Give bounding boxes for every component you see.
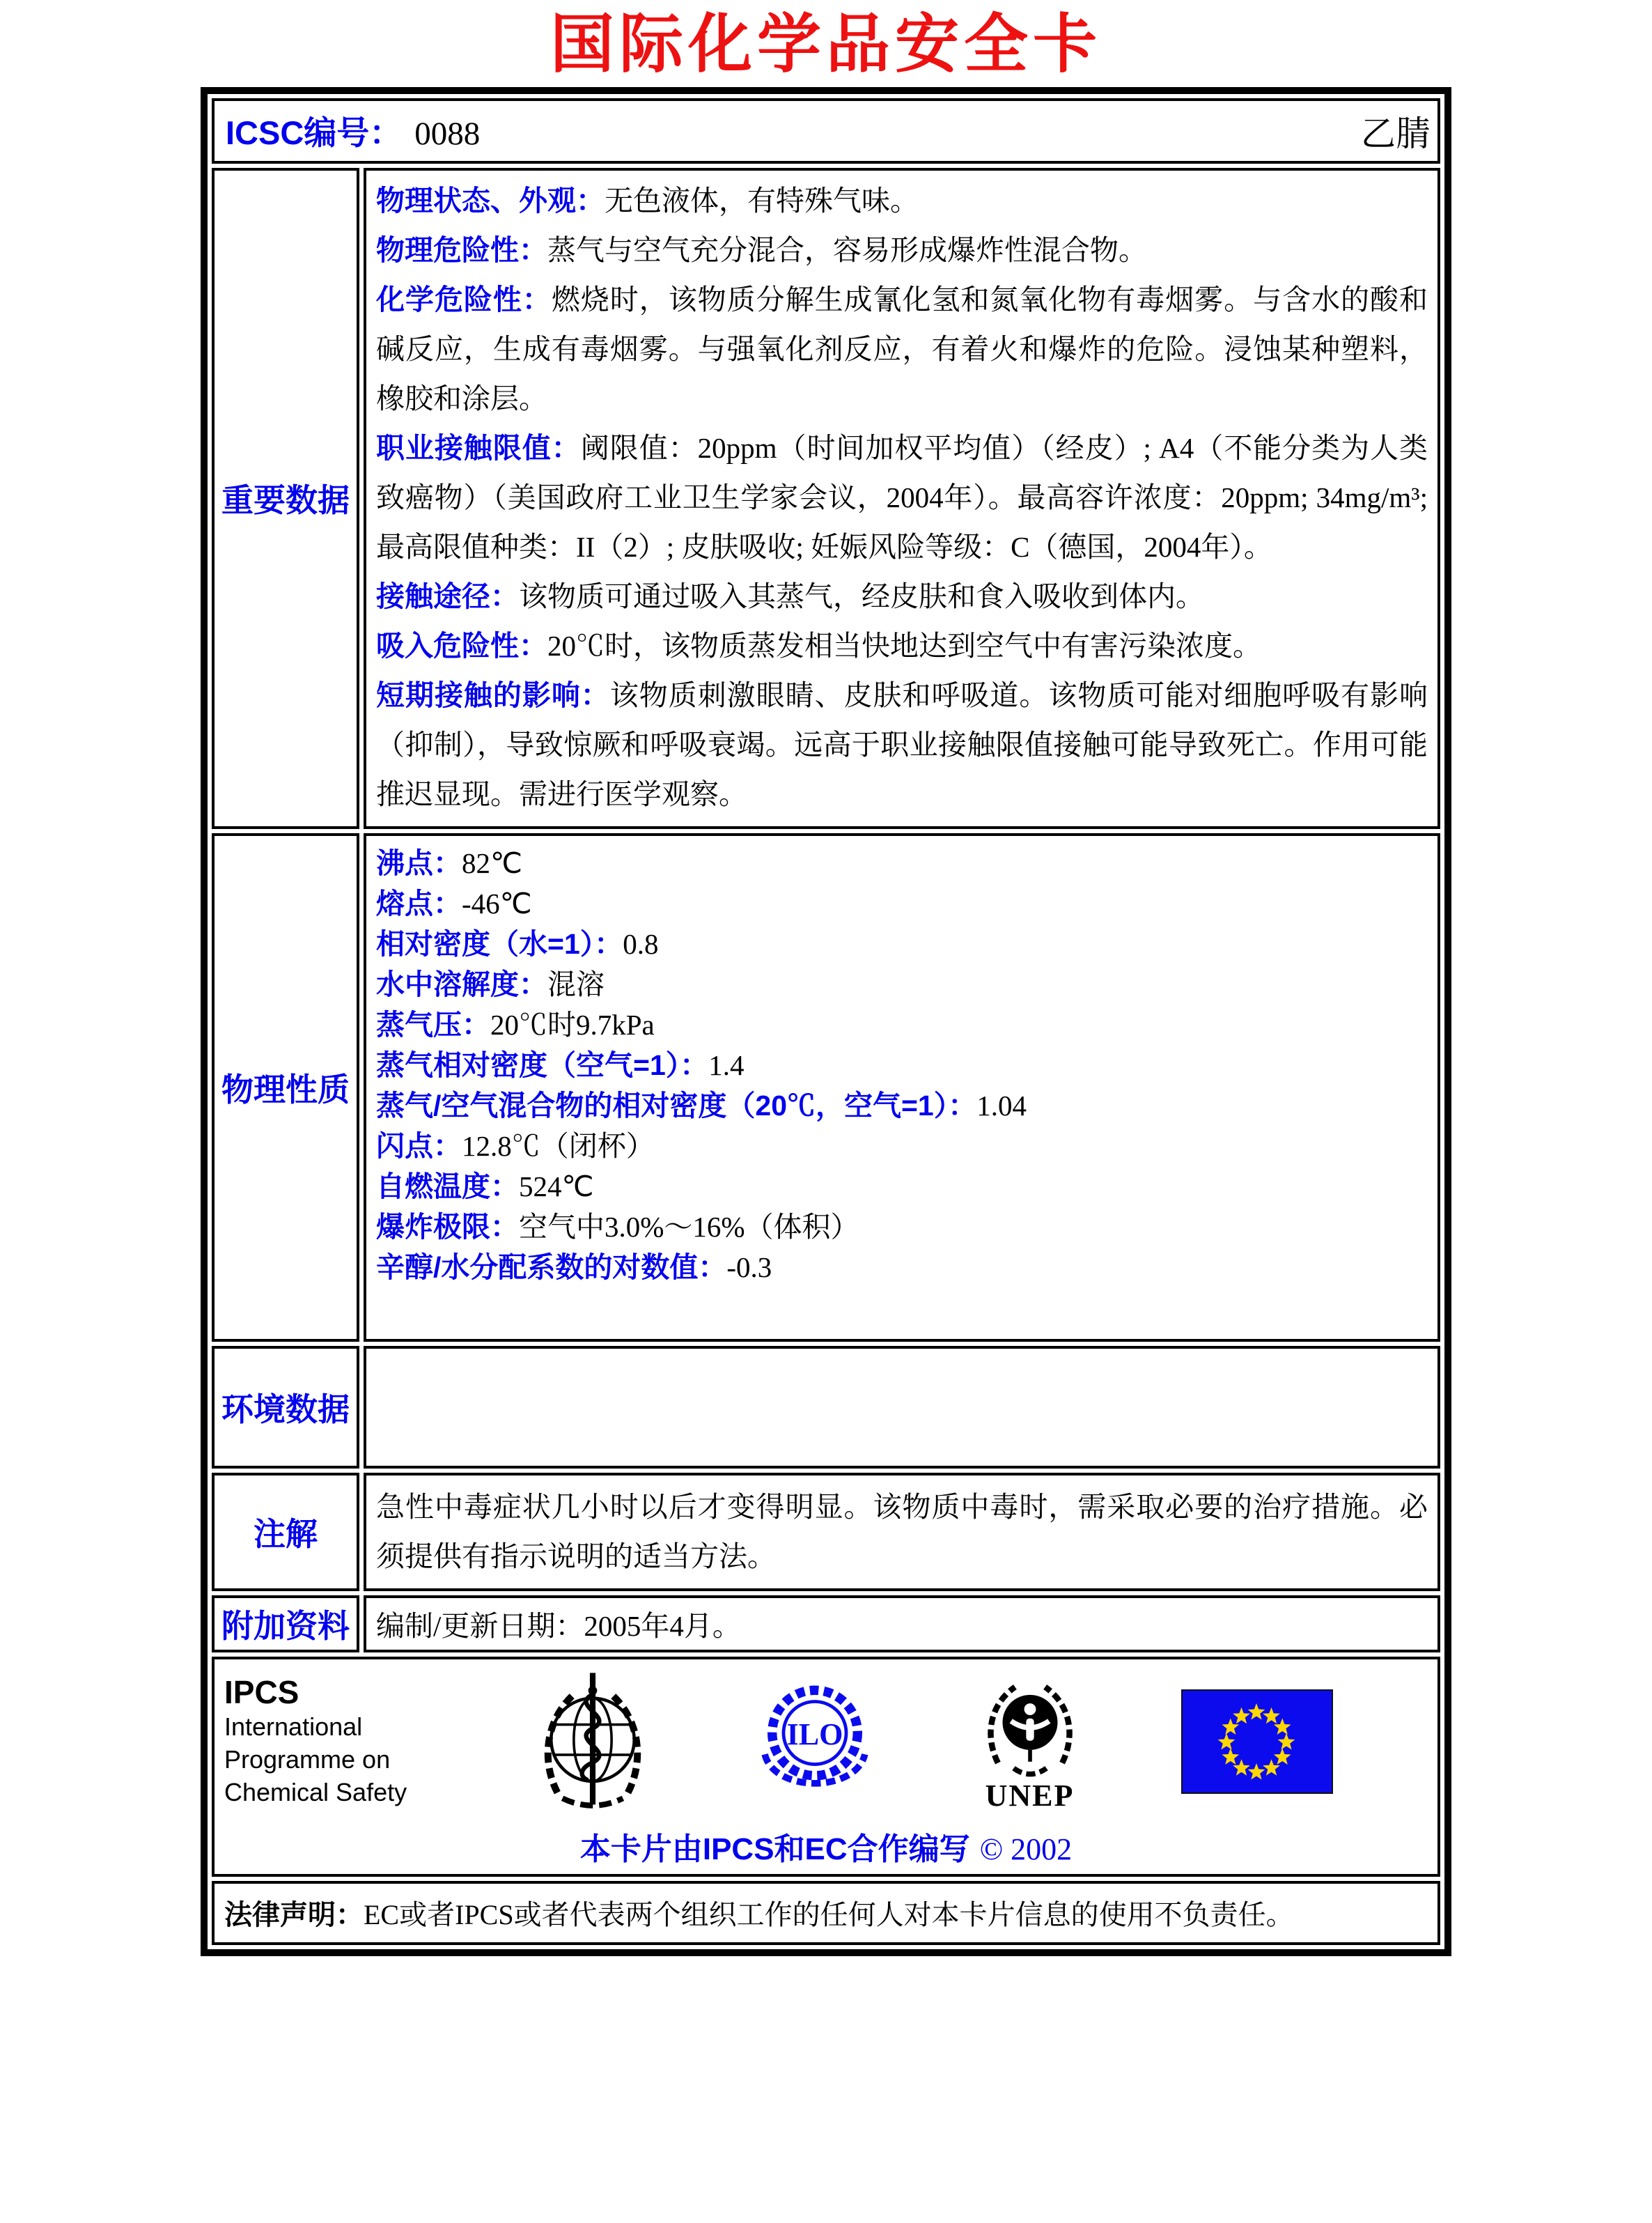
field-label: 物理危险性： [376,233,547,266]
important-data-item [376,671,1428,819]
ipcs-line: Programme on [224,1745,391,1774]
field-label: 短期接触的影响： [376,679,610,711]
field-text: 无色液体，有特殊气味。 [605,184,919,217]
field-text: 524℃ [519,1170,594,1202]
property-line [376,1207,1428,1247]
field-text: 20℃时，该物质蒸发相当快地达到空气中有害污染浓度。 [547,629,1261,662]
notes-text: 急性中毒症状几小时以后才变得明显。该物质中毒时，需采取必要的治疗措施。必须提供有指示说明的适当方法。 [376,1490,1428,1572]
field-text: 蒸气与空气充分混合，容易形成爆炸性混合物。 [547,233,1147,266]
field-label: 相对密度（水=1）： [376,927,623,960]
field-label: 熔点： [376,887,462,920]
ipcs-acronym: IPCS [224,1674,299,1711]
field-label: 闪点： [376,1129,462,1162]
field-text: 该物质刺激眼睛、皮肤和呼吸道。该物质可能对细胞呼吸有影响（抑制），导致惊厥和呼吸衰竭。远高于职业接触限值接触可能导致死亡。作用可能推迟显现。需进行医学观察。 [376,679,1428,810]
property-line [376,1085,1428,1126]
spacer [376,1287,1428,1329]
important-data-content [364,168,1440,829]
property-line [376,843,1428,883]
legal-text: EC或者IPCS或者代表两个组织工作的任何人对本卡片信息的使用不负责任。 [364,1899,1294,1931]
property-line [376,1126,1428,1166]
eu-flag-icon [1181,1689,1333,1794]
field-label: 自燃温度： [376,1170,519,1202]
icsc-header-cell [212,98,1440,164]
additional-info-content: 编制/更新日期：2005年4月。 [364,1595,1440,1652]
legal-row [212,1881,1440,1945]
field-label: 接触途径： [376,580,519,612]
credits-caption [215,1824,1437,1868]
property-line [376,1045,1428,1085]
important-data-row-label: 重要数据 [212,168,359,829]
important-data-row [212,168,1440,829]
property-line [376,1247,1428,1287]
important-data-item [376,424,1428,572]
ipcs-line: International [224,1712,363,1742]
important-data-item [376,176,1428,226]
important-data-item [376,275,1428,424]
property-line [376,924,1428,964]
field-label: 吸入危险性： [376,629,547,662]
important-data-item [376,226,1428,275]
field-text: -0.3 [726,1250,772,1283]
additional-info-row [212,1595,1440,1652]
property-line [376,883,1428,924]
environmental-data-row-label: 环境数据 [212,1346,359,1469]
legal-label: 法律声明： [224,1900,364,1931]
important-data-item [376,572,1428,621]
environmental-data-row [212,1346,1440,1469]
property-line [376,1005,1428,1045]
field-text: -46℃ [462,887,532,920]
icsc-card-page [0,11,1652,2223]
unep-emblem-icon [974,1671,1086,1781]
important-data-item [376,621,1428,671]
field-label: 辛醇/水分配系数的对数值： [376,1250,727,1283]
property-line [376,964,1428,1005]
field-label: 蒸气/空气混合物的相对密度（20℃，空气=1）： [376,1089,977,1122]
notes-row [212,1473,1440,1591]
unep-label: UNEP [985,1779,1075,1813]
header-row [212,98,1440,164]
additional-info-row-label: 附加资料 [212,1595,359,1652]
ipcs-text-block [224,1674,433,1808]
field-text: 12.8℃（闭杯） [462,1129,655,1162]
field-label: 物理状态、外观： [376,184,605,217]
notes-content [364,1473,1440,1591]
icsc-number-value: 0088 [414,116,481,153]
who-emblem-icon [529,1669,656,1814]
field-label: 蒸气压： [376,1008,490,1041]
empty-content [376,1354,1428,1459]
field-text: 20℃时9.7kPa [490,1008,655,1041]
property-line [376,1166,1428,1207]
caption-text: 本卡片由IPCS和EC合作编写 [579,1831,970,1866]
unep-block [974,1671,1086,1811]
page-title: 国际化学品安全卡 [550,9,1102,80]
copyright-text: © 2002 [979,1831,1073,1866]
field-text: 混溶 [547,968,605,1000]
icsc-card-table [201,87,1451,1956]
chemical-name: 乙腈 [1361,114,1431,153]
credits-cell [212,1657,1440,1877]
physical-properties-row-label: 物理性质 [212,833,359,1342]
field-label: 爆炸极限： [376,1210,519,1243]
legal-cell [212,1881,1440,1945]
ilo-emblem-icon [751,1671,878,1812]
ipcs-line: Chemical Safety [224,1778,407,1807]
field-label: 沸点： [376,846,462,879]
field-text: 该物质可通过吸入其蒸气，经皮肤和食入吸收到体内。 [519,580,1204,612]
icsc-number-label: ICSC编号： [226,114,403,152]
field-label: 蒸气相对密度（空气=1）： [376,1048,709,1081]
field-text: 82℃ [462,846,523,879]
field-text: 燃烧时，该物质分解生成氰化氢和氮氧化物有毒烟雾。与含水的酸和碱反应，生成有毒烟雾。与强氧化剂反应，有着火和爆炸的危险。浸蚀某种塑料，橡胶和涂层。 [376,283,1428,415]
field-label: 化学危险性： [376,283,552,316]
field-text: 1.4 [708,1048,745,1081]
field-text: 阈限值：20ppm（时间加权平均值）（经皮）; A4（不能分类为人类致癌物）（美国政府工业卫生学家会议，2004年）。最高容许浓度：20ppm; 34mg/m³; 最高限值种类：II（2）; 皮肤吸收; 妊娠风险等级：C（德国，2004年）。 [376,431,1428,563]
physical-properties-content [364,833,1440,1342]
physical-properties-row [212,833,1440,1342]
field-text: 0.8 [623,927,659,960]
credits-row [212,1657,1440,1877]
field-text: 空气中3.0%～16%（体积） [519,1210,859,1243]
ilo-letters: ILO [786,1717,843,1751]
field-text: 1.04 [976,1089,1027,1122]
environmental-data-content [364,1346,1440,1469]
field-label: 职业接触限值： [376,431,581,464]
field-label: 水中溶解度： [376,968,547,1000]
notes-row-label: 注解 [212,1473,359,1591]
